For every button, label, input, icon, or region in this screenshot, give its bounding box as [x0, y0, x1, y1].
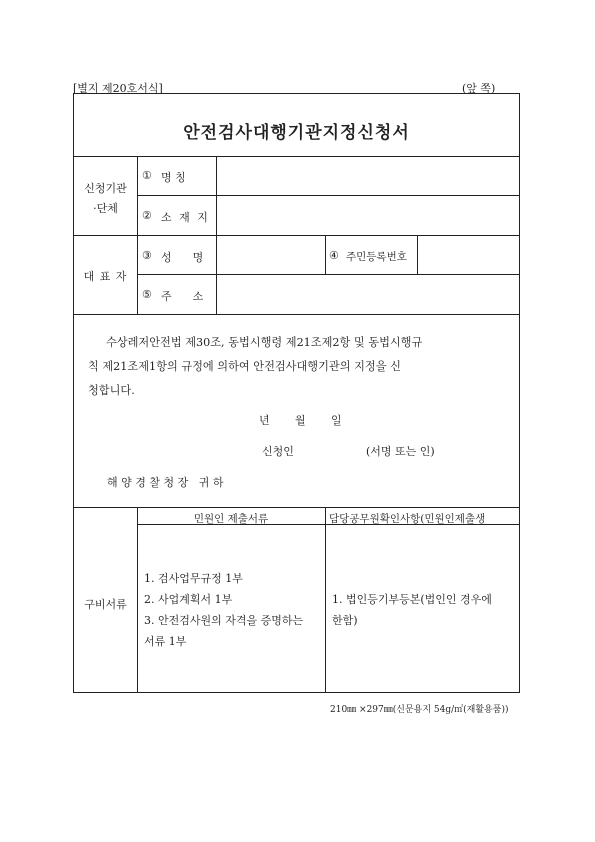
documents-section-label: 구비서류 — [84, 598, 127, 611]
applicant-section-label-2: ·단체 — [93, 202, 118, 215]
divider — [325, 235, 326, 274]
rep-name-label: 성 명 — [161, 251, 204, 264]
date-month-label: 월 — [295, 414, 306, 427]
field-number-4: ④ — [329, 249, 339, 262]
statement-line: 수상레저안전법 제30조, 동법시행령 제21조제2항 및 동법시행규 — [106, 336, 423, 349]
application-form — [73, 93, 520, 693]
divider — [216, 156, 217, 314]
document-item: 2. 사업계획서 1부 — [144, 593, 233, 606]
divider — [417, 235, 418, 274]
statement-line: 칙 제21조제1항의 규정에 의하여 안전검사대행기관의 지정을 신 — [88, 360, 401, 373]
divider — [325, 507, 326, 692]
applicant-documents-list — [144, 568, 322, 652]
applicant-section-label: 신청기관 — [84, 182, 127, 195]
field-number-3: ③ — [142, 249, 152, 262]
rep-rrn-label: 주민등록번호 — [346, 251, 407, 263]
sign-or-seal-label: (서명 또는 인) — [366, 445, 435, 458]
page-side-label: (앞 쪽) — [462, 82, 496, 95]
date-year-label: 년 — [259, 414, 270, 427]
statement-line: 청합니다. — [88, 384, 135, 397]
document-item: 서류 1부 — [144, 635, 187, 648]
recipient: 해 양 경 찰 청 장 귀 하 — [107, 476, 224, 489]
divider — [137, 507, 138, 692]
divider — [137, 156, 138, 314]
form-number: [별지 제20호서식] — [73, 82, 163, 95]
date-day-label: 일 — [331, 414, 342, 427]
document-item: 1. 검사업무규정 1부 — [144, 572, 243, 585]
paper-spec-footer: 210㎜ ×297㎜(신문용지 54g/㎡(재활용품)) — [330, 705, 509, 715]
official-check-header: 담당공무원확인사항(민원인제출생 — [329, 513, 486, 525]
field-number-2: ② — [142, 209, 152, 222]
divider — [74, 156, 519, 157]
divider — [74, 314, 519, 315]
divider — [137, 195, 519, 196]
form-title: 안전검사대행기관지정신청서 — [183, 123, 410, 143]
org-address-label: 소 재 지 — [161, 211, 210, 224]
application-statement — [88, 331, 506, 403]
official-check-list — [332, 589, 517, 631]
divider — [74, 235, 519, 236]
applicant-documents-header: 민원인 제출서류 — [193, 513, 269, 525]
document-item: 3. 안전검사원의 자격을 증명하는 — [144, 614, 304, 627]
divider — [74, 507, 519, 508]
field-number-5: ⑤ — [142, 288, 152, 301]
applicant-signature-label: 신청인 — [262, 445, 294, 458]
org-name-label: 명 칭 — [161, 171, 186, 184]
check-item: 한함) — [332, 614, 358, 627]
representative-section-label: 대 표 자 — [83, 270, 128, 283]
check-item: 1. 법인등기부등본(법인인 경우에 — [332, 593, 492, 606]
rep-address-label: 주 소 — [161, 290, 204, 303]
divider — [137, 274, 519, 275]
field-number-1: ① — [142, 169, 152, 182]
